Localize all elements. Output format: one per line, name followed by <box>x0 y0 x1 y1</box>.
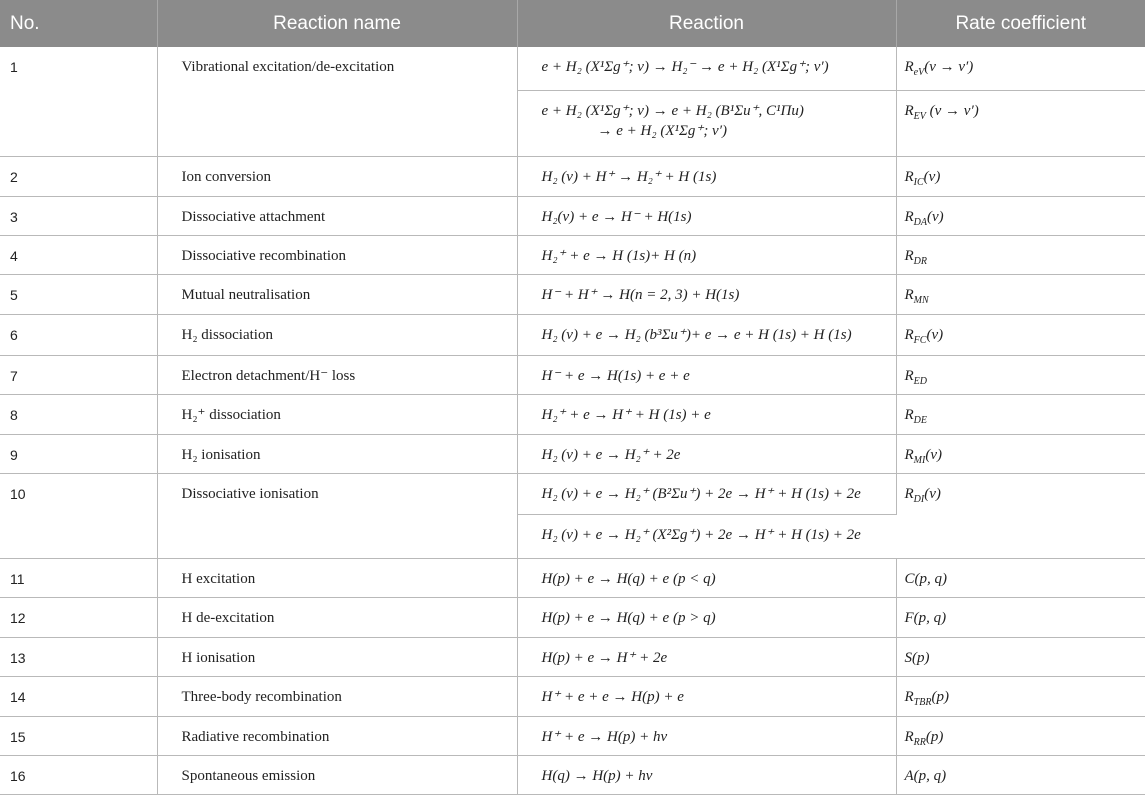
table-row <box>0 474 1145 515</box>
reaction-equation: H₂ (ν) + e → H₂⁺ + 2e <box>517 435 896 474</box>
row-number: 11 <box>0 559 157 598</box>
table-row <box>0 356 1145 395</box>
reaction-equation: H₂(ν) + e → H⁻ + H(1s) <box>517 197 896 236</box>
reaction-equation: H(p) + e → H(q) + e (p < q) <box>517 559 896 598</box>
row-number: 14 <box>0 677 157 717</box>
reaction-equation-line-2: → e + H₂ (X¹Σg⁺; ν′) <box>597 123 727 139</box>
table-row <box>0 677 1145 717</box>
row-number: 5 <box>0 275 157 315</box>
rate-coefficient: S(p) <box>896 638 1145 677</box>
reaction-equation: H(q) → H(p) + hν <box>517 756 896 795</box>
reaction-equation: H⁻ + H⁺ → H(n = 2, 3) + H(1s) <box>517 275 896 315</box>
reaction-equation: H⁻ + e → H(1s) + e + e <box>517 356 896 395</box>
rate-coefficient: $R_{DR}$ <box>896 236 1145 275</box>
reaction-equation: e + H₂ (X¹Σg⁺; ν) → H₂⁻ → e + H₂ (X¹Σg⁺; ν′) <box>517 47 896 91</box>
reaction-equation-line-1: e + H₂ (X¹Σg⁺; ν) → e + H₂ (B¹Σu⁺, C¹Πu) <box>541 103 804 119</box>
rate-coefficient: F(p, q) <box>896 598 1145 638</box>
header-reaction-name: Reaction name <box>157 0 517 47</box>
row-number: 6 <box>0 315 157 356</box>
rate-coefficient: $R_{DA}(\nu)$ <box>896 197 1145 236</box>
row-number: 7 <box>0 356 157 395</box>
row-number: 3 <box>0 197 157 236</box>
reaction-name: Dissociative recombination <box>157 236 517 275</box>
reaction-name: Spontaneous emission <box>157 756 517 795</box>
reaction-equation: H₂ (ν) + e → H₂ (b³Σu⁺)+ e → e + H (1s) + H (1s) <box>517 315 896 356</box>
row-number: 9 <box>0 435 157 474</box>
reaction-name: H ionisation <box>157 638 517 677</box>
row-number: 1 <box>0 47 157 157</box>
reaction-name: Mutual neutralisation <box>157 275 517 315</box>
table-row <box>0 157 1145 197</box>
table-row <box>0 559 1145 598</box>
reaction-name: Ion conversion <box>157 157 517 197</box>
rate-coefficient: $R_{IC}(\nu)$ <box>896 157 1145 197</box>
rate-coefficient: $R_{DE}$ <box>896 395 1145 435</box>
reaction-name: H excitation <box>157 559 517 598</box>
reaction-name: Dissociative ionisation <box>157 474 517 559</box>
table-row <box>0 236 1145 275</box>
rate-coefficient: $R_{DI}(\nu)$ <box>896 474 1145 559</box>
table-row <box>0 435 1145 474</box>
table-row <box>0 756 1145 795</box>
rate-coefficient: $R_{MI}(\nu)$ <box>896 435 1145 474</box>
reaction-equation: H₂ (ν) + e → H₂⁺ (B²Σu⁺) + 2e → H⁺ + H (1s) + 2e <box>517 474 896 515</box>
header-reaction: Reaction <box>517 0 896 47</box>
reaction-equation: H(p) + e → H(q) + e (p > q) <box>517 598 896 638</box>
reaction-name: H de-excitation <box>157 598 517 638</box>
table-row <box>0 717 1145 756</box>
rate-coefficient: $R_{ED}$ <box>896 356 1145 395</box>
table-row <box>0 395 1145 435</box>
reaction-name: H₂ dissociation <box>157 315 517 356</box>
rate-coefficient: $R_{EV}$ (ν → ν′) <box>896 91 1145 157</box>
table-row <box>0 638 1145 677</box>
rate-coefficient: $R_{TBR}(p)$ <box>896 677 1145 717</box>
table-row <box>0 47 1145 91</box>
table-row <box>0 275 1145 315</box>
rate-coefficient: $R_{MN}$ <box>896 275 1145 315</box>
reaction-name: Three-body recombination <box>157 677 517 717</box>
row-number: 12 <box>0 598 157 638</box>
header-no: No. <box>0 0 157 47</box>
row-number: 13 <box>0 638 157 677</box>
header-row <box>0 0 1145 47</box>
rate-coefficient: $R_{eV}(\nu \to \nu')$ <box>896 47 1145 91</box>
reaction-name: H₂ ionisation <box>157 435 517 474</box>
rate-coefficient: C(p, q) <box>896 559 1145 598</box>
reaction-equation: H⁺ + e + e → H(p) + e <box>517 677 896 717</box>
table-row <box>0 598 1145 638</box>
reaction-name: Vibrational excitation/de-excitation <box>157 47 517 157</box>
row-number: 15 <box>0 717 157 756</box>
reaction-name: Dissociative attachment <box>157 197 517 236</box>
row-number: 10 <box>0 474 157 559</box>
rate-coefficient: A(p, q) <box>896 756 1145 795</box>
table-row <box>0 197 1145 236</box>
reaction-equation: H₂ (ν) + e → H₂⁺ (X²Σg⁺) + 2e → H⁺ + H (1s) + 2e <box>517 515 896 559</box>
row-number: 8 <box>0 395 157 435</box>
reaction-equation: H₂⁺ + e → H (1s)+ H (n) <box>517 236 896 275</box>
row-number: 16 <box>0 756 157 795</box>
reaction-equation: H⁺ + e → H(p) + hν <box>517 717 896 756</box>
table-row <box>0 315 1145 356</box>
row-number: 2 <box>0 157 157 197</box>
reaction-name: Electron detachment/H⁻ loss <box>157 356 517 395</box>
reaction-name: H₂⁺ dissociation <box>157 395 517 435</box>
reaction-equation: H₂ (ν) + H⁺ → H₂⁺ + H (1s) <box>517 157 896 197</box>
rate-coefficient: $R_{RR}(p)$ <box>896 717 1145 756</box>
reaction-name: Radiative recombination <box>157 717 517 756</box>
rate-coefficient: $R_{FC}(\nu)$ <box>896 315 1145 356</box>
header-rate-coefficient: Rate coefficient <box>896 0 1145 47</box>
reaction-equation <box>517 91 896 157</box>
row-number: 4 <box>0 236 157 275</box>
reaction-equation: H(p) + e → H⁺ + 2e <box>517 638 896 677</box>
reaction-equation: H₂⁺ + e → H⁺ + H (1s) + e <box>517 395 896 435</box>
